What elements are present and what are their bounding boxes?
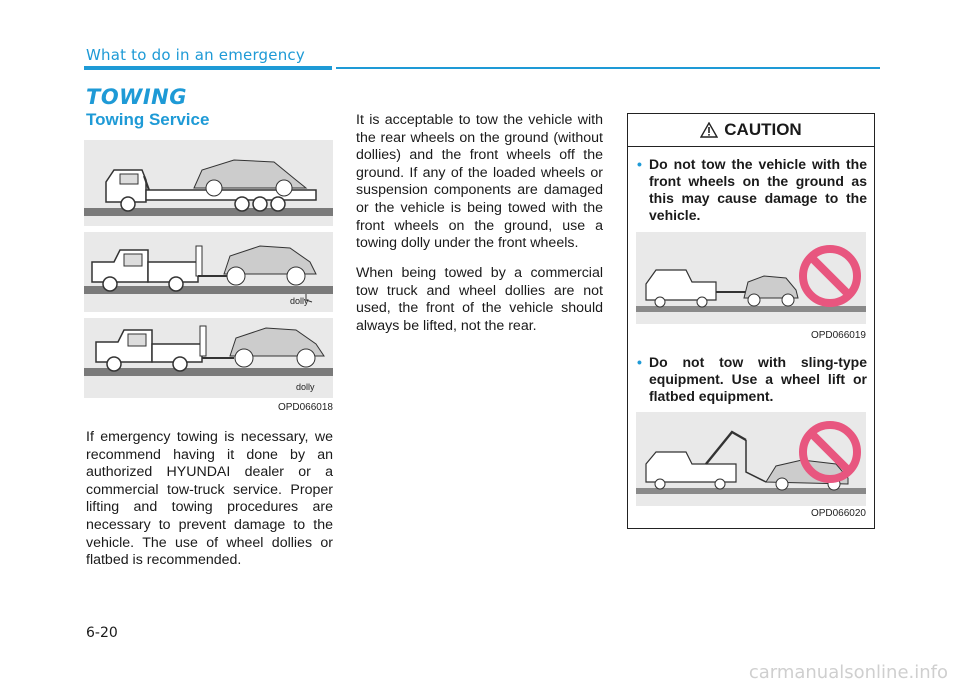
flatbed-truck-image — [84, 140, 333, 226]
figure-code: OPD066018 — [277, 402, 333, 413]
caution-title: CAUTION — [724, 119, 802, 139]
sling-type-tow-image — [636, 412, 866, 506]
towing-paragraph-1: It is acceptable to tow the vehicle with the rear wheels on the ground (without dollies) and the front wheels off the ground. If any of the loaded wheels or suspension components are damaged or the vehicle is being towed with the front wheels on the ground, use a towing dolly under the front wheels. — [356, 112, 603, 252]
prohibition-icon — [803, 249, 857, 303]
caution-header — [627, 113, 875, 147]
caution-bullet-1 — [637, 156, 867, 224]
dolly-label-2: dolly — [296, 382, 315, 392]
wheel-lift-rear-illustration — [84, 318, 333, 398]
caution-figure-1 — [636, 232, 866, 341]
header-bar — [84, 66, 332, 70]
caution-bullet-2-text: Do not tow with sling-type equipment. Use a wheel lift or flatbed equipment. — [649, 354, 867, 404]
section-header: What to do in an emergency — [86, 46, 305, 64]
bullet-dot-2: • — [637, 354, 642, 370]
page-number: 6-20 — [86, 625, 118, 641]
caution-figure-2 — [636, 412, 866, 519]
warning-triangle-icon — [700, 122, 718, 138]
intro-paragraph: If emergency towing is necessary, we recommend having it done by an authorized HYUNDAI dealer or a commercial tow-truck service. Proper lifting and towing procedures are necessary to prevent damage to the vehicle. The use of wheel dollies or flatbed is recommended. — [86, 429, 333, 569]
wheel-lift-dolly-illustration — [84, 232, 333, 312]
caution-bullet-1-text: Do not tow the vehicle with the front wheels on the ground as this may cause damage to the vehicle. — [649, 156, 867, 223]
caution-figure-1-code: OPD066019 — [810, 330, 866, 341]
caution-figure-2-code: OPD066020 — [810, 508, 866, 519]
subsection-title: Towing Service — [86, 110, 210, 129]
towing-figure — [84, 140, 333, 412]
flatbed-illustration — [84, 140, 333, 226]
towing-paragraph-2: When being towed by a commercial tow truck and wheel dollies are not used, the front of the vehicle should always be lifted, not the rear. — [356, 265, 603, 334]
bullet-dot: • — [637, 156, 642, 172]
header-rule — [336, 67, 880, 69]
page-title: TOWING — [86, 85, 187, 109]
dolly-label: dolly — [290, 296, 309, 306]
caution-bullet-2 — [637, 354, 867, 405]
watermark: carmanualsonline.info — [748, 662, 948, 683]
tow-front-wheels-ground-image — [636, 232, 866, 324]
